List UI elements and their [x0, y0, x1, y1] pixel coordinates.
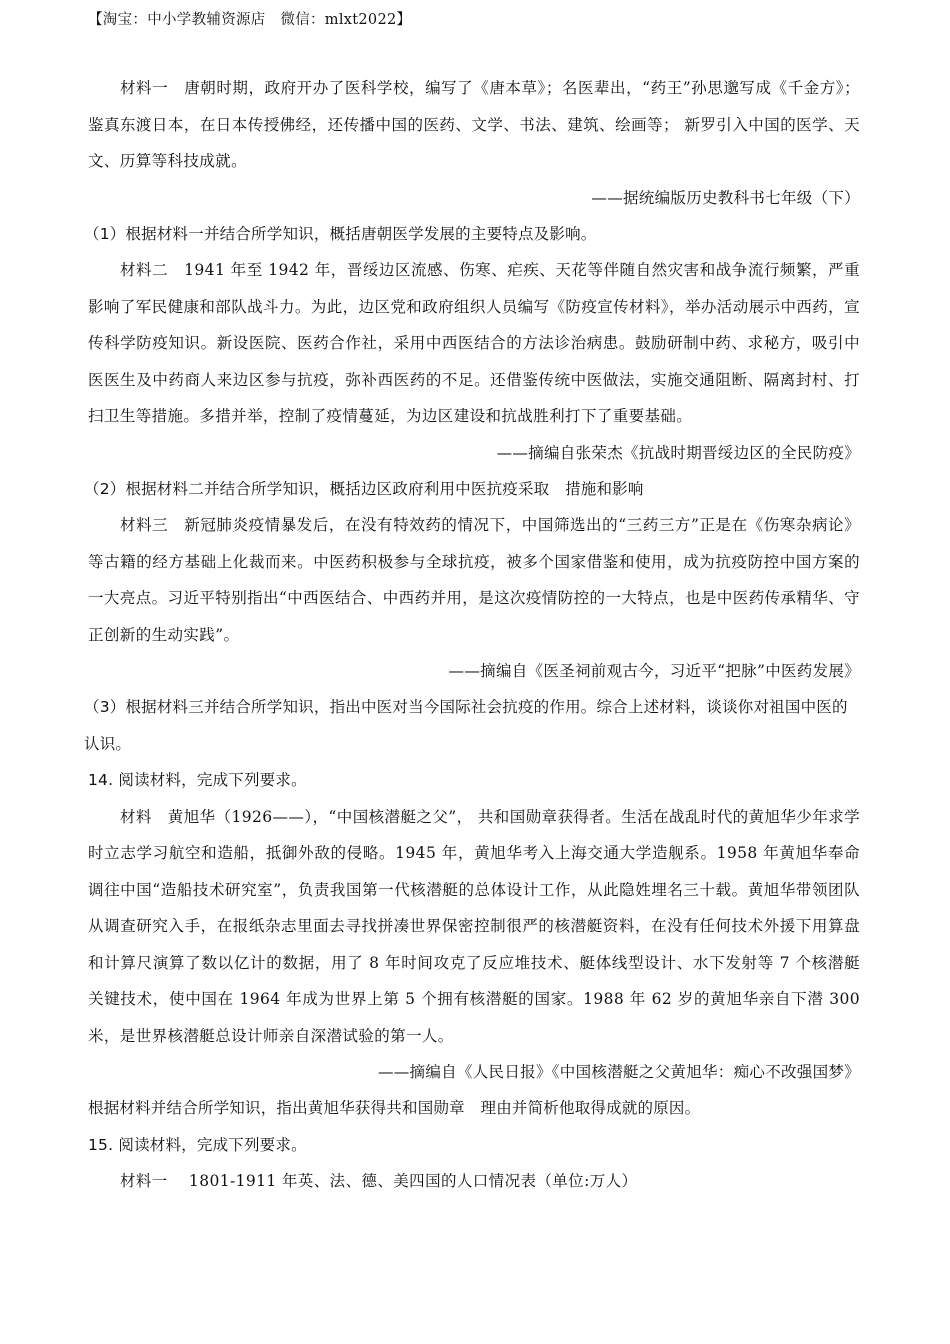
material-2-source: ——摘编自张荣杰《抗战时期晋绥边区的全民防疫》 — [496, 443, 860, 462]
material-2: 材料二 1941 年至 1942 年，晋绥边区流感、伤寒、疟疾、天花等伴随自然灾害和战争流行频繁，严重影响了军民健康和部队战斗力。为此，边区党和政府组织人员编写《防疫宣传材料》，举办活动展示中西药，宣传科学防疫知识。新设医院、医药合作社，采用中西医结合的方法诊治病患。鼓励研制中药、求秘方，吸引中医医生及中药商人来边区参与抗疫，弥补西医药的不足。还借鉴传统中医做法，实施交通阻断、隔离封村、打扫卫生等措施。多措并举，控制了疫情蔓延，为边区建设和抗战胜利打下了重要基础。 — [88, 261, 860, 425]
document-body — [84, 70, 860, 1200]
question-14-title: 14. 阅读材料，完成下列要求。 — [88, 771, 307, 789]
material-15-1: 材料一 1801-1911 年英、法、德、美四国的人口情况表（单位:万人） — [120, 1172, 638, 1190]
question-13-1: （1）根据材料一并结合所学知识，概括唐朝医学发展的主要特点及影响。 — [84, 224, 597, 243]
material-14-source: ——摘编自《人民日报》《中国核潜艇之父黄旭华：痴心不改强国梦》 — [377, 1063, 860, 1081]
material-3-source: ——摘编自《医圣祠前观古今，习近平“把脉”中医药发展》 — [448, 662, 860, 680]
material-14: 材料 黄旭华（1926——），“中国核潜艇之父”， 共和国勋章获得者。生活在战乱时代的黄旭华少年求学时立志学习航空和造船，抵御外敌的侵略。1945 年，黄旭华考入上海交通大学造舰系。1958 年黄旭华奉命调往中国“造船技术研究室”，负责我国第一代核潜艇的总体设计工作，从此隐姓埋名三十载。黄旭华带领团队从调查研究入手，在报纸杂志里面去寻找拼凑世界保密控制很严的核潜艇资料，在没有任何技术外援下用算盘和计算尺演算了数以亿计的数据，用了 8 年时间攻克了反应堆技术、艇体线型设计、水下发射等 7 个核潜艇关键技术，使中国在 1964 年成为世界上第 5 个拥有核潜艇的国家。1988 年 62 岁的黄旭华亲自下潜 300 米，是世界核潜艇总设计师亲自深潜试验的第一人。 — [88, 807, 860, 1045]
question-13-2: （2）根据材料二并结合所学知识，概括边区政府利用中医抗疫采取 措施和影响 — [84, 479, 644, 498]
material-1: 材料一 唐朝时期，政府开办了医科学校，编写了《唐本草》；名医辈出，“药王”孙思邈写成《千金方》；鉴真东渡日本，在日本传授佛经，还传播中国的医药、文学、书法、建筑、绘画等； 新罗引入中国的医学、天文、历算等科技成就。 — [88, 79, 860, 170]
material-1-source: ——据统编版历史教科书七年级（下） — [591, 188, 860, 207]
question-15-title: 15. 阅读材料，完成下列要求。 — [88, 1135, 307, 1154]
question-13-3: （3）根据材料三并结合所学知识，指出中医对当今国际社会抗疫的作用。综合上述材料，谈谈你对祖国中医的认识。 — [84, 698, 848, 753]
question-14-ask: 根据材料并结合所学知识，指出黄旭华获得共和国勋章 理由并简析他取得成就的原因。 — [88, 1099, 701, 1117]
material-3: 材料三 新冠肺炎疫情暴发后，在没有特效药的情况下，中国筛选出的“三药三方”正是在《伤寒杂病论》等古籍的经方基础上化裁而来。中医药积极参与全球抗疫，被多个国家借鉴和使用，成为抗疫防控中国方案的一大亮点。习近平特别指出“中西医结合、中西药并用，是这次疫情防控的一大特点，也是中医药传承精华、守正创新的生动实践”。 — [88, 516, 860, 644]
page-header: 【淘宝：中小学教辅资源店 微信：mlxt2022】 — [88, 12, 412, 28]
